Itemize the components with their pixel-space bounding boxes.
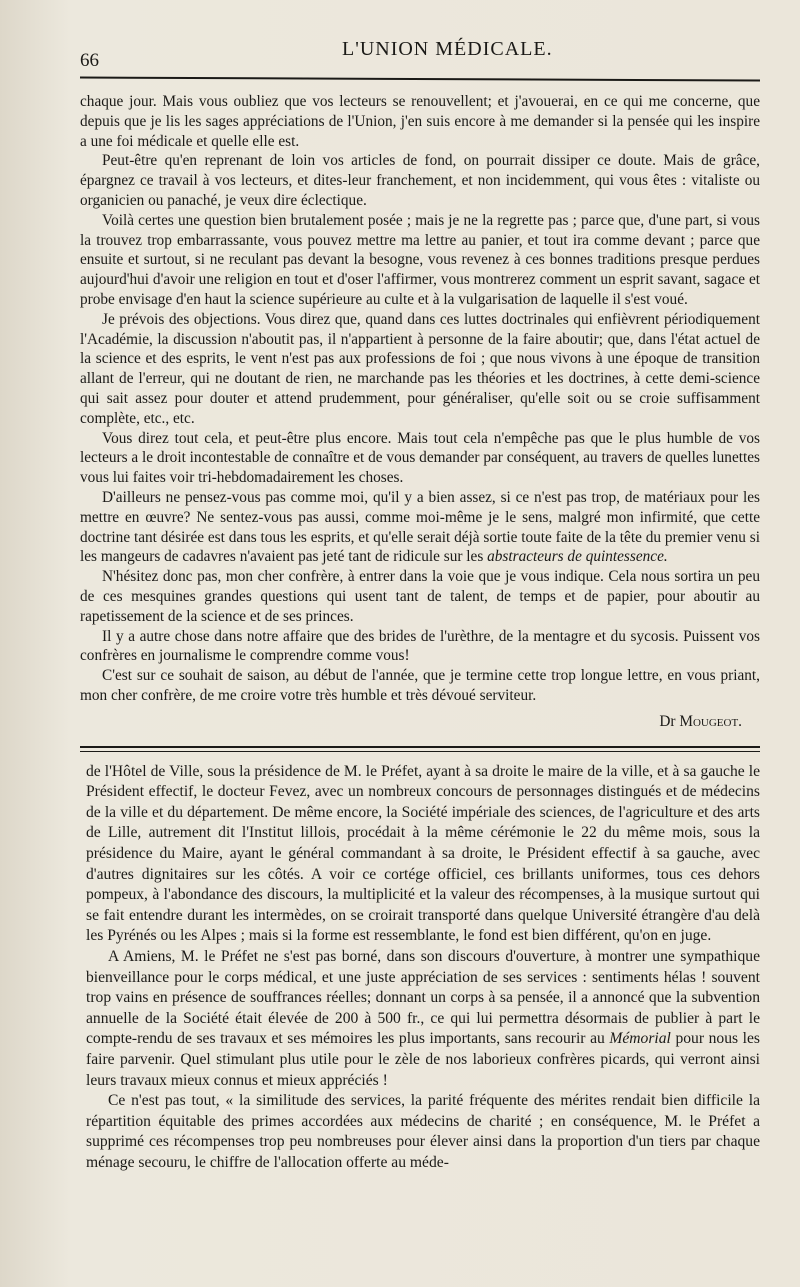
article-paragraph: Ce n'est pas tout, « la similitude des services, la parité fréquente des mérites rendait bien difficile la répartition équitable des primes accordées aux médecins de charité ; en conséquence, M. le Préfet a supprimé ces récompenses trop peu nombreuses pour élever ainsi dans la proportion d'un tiers par chaque ménage secouru, le chiffre de l'allocation offerte au méde- [86, 1092, 760, 1171]
letter-section [80, 92, 760, 732]
article-section [86, 762, 760, 1174]
letter-paragraph: Peut-être qu'en reprenant de loin vos articles de fond, on pourrait dissiper ce doute. Mais de grâce, épargnez ce travail à vos lecteurs, et dites-leur franchement, et non incidemment, qui vous êtes : vitaliste ou organicien ou panaché, je veux dire éclectique. [80, 152, 760, 209]
signature [80, 712, 760, 732]
letter-paragraph: chaque jour. Mais vous oubliez que vos lecteurs se renouvellent; et j'avouerai, en ce qui me concerne, que depuis que je lis les sages appréciations de l'Union, j'en suis encore à me demander si la pensée qui les inspire a une foi médicale et quelle elle est. [80, 93, 760, 150]
letter-paragraph: Voilà certes une question bien brutalement posée ; mais je ne la regrette pas ; parce que, d'une part, si vous la trouvez trop embarrassante, vous pouvez mettre ma lettre au panier, et tout ira comme devant ; parce que ensuite et surtout, si ne reculant pas devant la besogne, vous revenez à ces bonnes traditions presque perdues aujourd'hui d'avoir une religion en tout et d'oser l'affirmer, vous montrerez comment un esprit savant, sagace et probe envisage d'en haut la science supérieure au culte et à la vulgarisation de laquelle il s'est voué. [80, 211, 760, 308]
letter-text: D'ailleurs ne pensez-vous pas comme moi, qu'il y a bien assez, si ce n'est pas trop, de matériaux pour les mettre en œuvre? Ne sentez-vous pas aussi, comme moi-même je le sens, malgré mon infirmité, que cette doctrine tant désirée est dans tous les esprits, et qu'elle serait déjà sortie toute faite de la tête du premier venu si les mangeurs de cadavres n'avaient pas jeté tant de ridicule sur les [80, 488, 760, 566]
article-paragraph: A Amiens, M. le Préfet ne s'est pas borné, dans son discours d'ouverture, à montrer une sympathique bienveillance pour le corps médical, et une juste appréciation de ses services : sentiments hélas ! souvent trop vains en présence de souffrances réelles; donnant un corps à sa pensée, il a annoncé que la subvention annuelle de la Société était élevée de 200 à 500 fr., ce qui lui permettra désormais de publier à part le compte-rendu de ses travaux et ses mémoires les plus importants, sans recourir au Mémorial pour nous les faire parvenir. Quel stimulant plus utile pour le zèle de nos laborieux confrères picards, qui verront ainsi leurs travaux mieux connus et mieux appréciés ! [86, 948, 760, 1089]
letter-paragraph: C'est sur ce souhait de saison, au début de l'année, que je termine cette trop longue lettre, en vous priant, mon cher confrère, de me croire votre très humble et très dévoué serviteur. [80, 667, 760, 704]
letter-paragraph: Vous direz tout cela, et peut-être plus encore. Mais tout cela n'empêche pas que le plus humble de vos lecteurs a le droit incontestable de connaître et de vous demander par conséquent, au travers de quelles lunettes vous lui faites voir tri-hebdomadairement les choses. [80, 429, 760, 487]
letter-paragraph: Je prévois des objections. Vous direz que, quand dans ces luttes doctrinales qui enfièvrent périodiquement l'Académie, la discussion n'aboutit pas, il n'appartient à personne de la faire aboutir; que, dans l'état actuel de la science et des esprits, le vent n'est pas aux professions de foi ; que nous vivons à une époque de transition allant de l'erreur, qui ne doutant de rien, ne marchande pas les théories et les doctrines, à cette demi-science qui sait assez pour douter et attend prudemment, pour généraliser, qu'elle soit ou se croie suffisamment complète, etc., etc. [80, 310, 760, 427]
italic-phrase: abstracteurs de quintessence. [487, 548, 668, 566]
page-header [80, 34, 760, 72]
page-number: 66 [80, 50, 99, 71]
signature-name: Mougeot. [679, 712, 742, 730]
letter-paragraph [80, 488, 760, 567]
header-rule [80, 77, 760, 82]
article-paragraph: de l'Hôtel de Ville, sous la présidence de M. le Préfet, ayant à sa droite le maire de la ville, et à sa gauche le Président effectif, le docteur Fevez, avec un nombreux concours de personnages distingués et de médecins de la ville et du département. De même encore, la Société impériale des sciences, de l'agriculture et des arts de Lille, autrement dit l'Institut lillois, procédait à la même cérémonie le 22 du même mois, sous la présidence du Maire, ayant le général commandant à sa droite, le Président effectif à sa gauche, avec d'autres dignitaires sur les côtés. A voir ce cortége officiel, ces brillants uniformes, tous ces dehors pompeux, à l'abondance des discours, la multiplicité et la valeur des récompenses, à la musique surtout qui se fait entendre durant les intermèdes, on se croirait transporté dans quelque Université étrangère d'au delà les Pyrénés ou les Alpes ; mais si la forme est ressemblante, le fond est bien différent, qu'on en juge. [86, 762, 760, 945]
running-title: L'UNION MÉDICALE. [342, 38, 553, 60]
signature-title: Dr [659, 712, 676, 730]
italic-title: Mémorial [609, 1030, 671, 1048]
letter-paragraph: Il y a autre chose dans notre affaire que des brides de l'urèthre, de la mentagre et du sycosis. Puissent vos confrères en journalisme le comprendre comme vous! [80, 627, 760, 665]
letter-paragraph: N'hésitez donc pas, mon cher confrère, à entrer dans la voie que je vous indique. Cela nous sortira un peu de ces mesquines grandes questions qui usent tant de talent, de temps et de papier, pour aboutir au rapetissement de la science et de ses princes. [80, 568, 760, 625]
section-divider [80, 746, 760, 752]
